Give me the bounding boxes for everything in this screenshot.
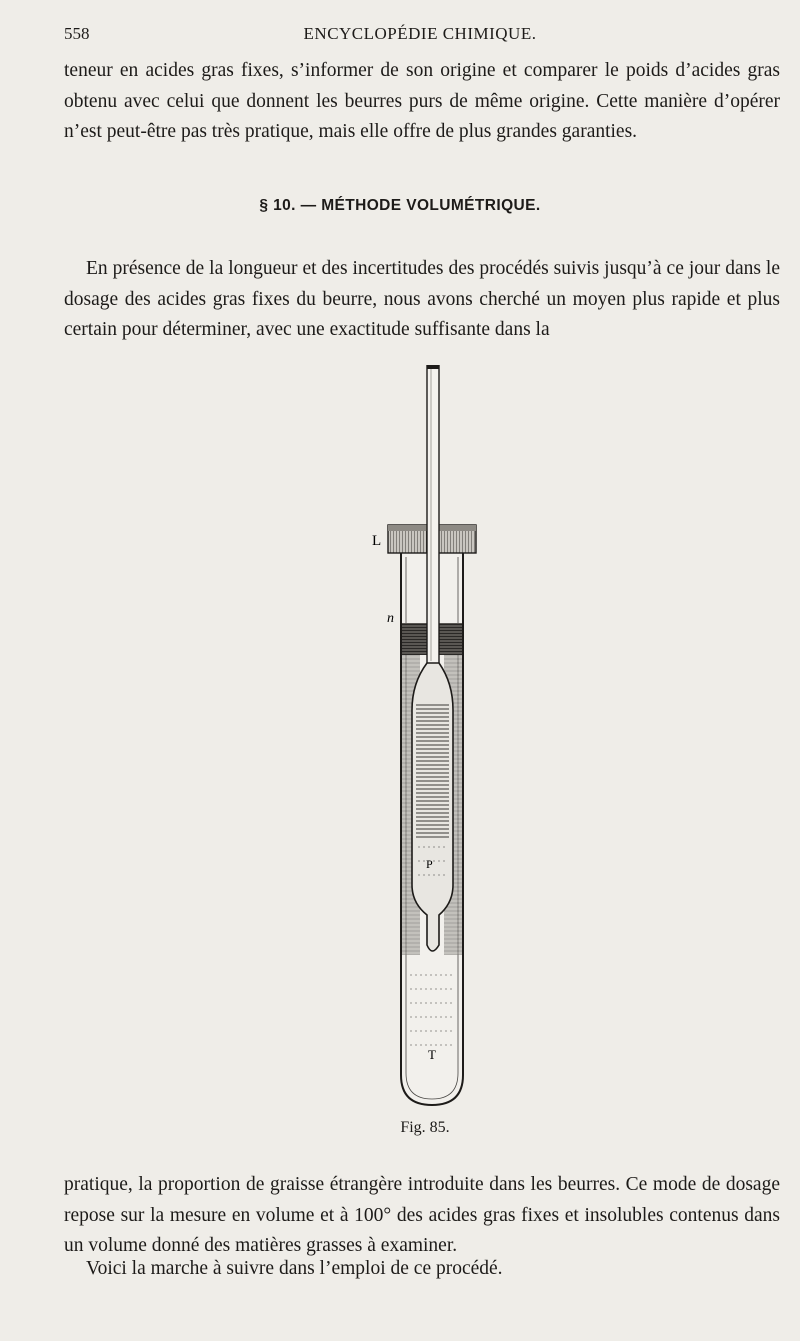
section-heading: § 10. — MÉTHODE VOLUMÉTRIQUE. [259,197,541,214]
label-P: P [426,857,433,871]
paragraph-practice: pratique, la proportion de graisse étrangère introduite dans les beurres. Ce mode de dosage repose sur la mesure en volume et à 100° des acides gras fixes et insolubles contenus dans un volume donné des matières grasses à examiner. [64,1174,780,1256]
label-L: L [372,533,382,549]
paragraph-procedure: Voici la marche à suivre dans l’emploi de ce procédé. [86,1258,503,1279]
inner-stem [427,365,439,665]
label-T: T [428,1047,436,1062]
paragraph-method: En présence de la longueur et des incertitudes des procédés suivis jusqu’à ce jour dans le dosage des acides gras fixes du beurre, nous avons cherché un moyen plus rapide et plus certain pour déterminer, avec une exactitude suffisante dans la [64,258,780,340]
page-header [64,24,776,48]
label-n: n [387,611,394,626]
apparatus-figure [360,365,500,1113]
running-title: ENCYCLOPÉDIE CHIMIQUE. [303,24,537,43]
figure-caption: Fig. 85. [400,1119,450,1136]
page-number: 558 [64,24,90,43]
paragraph-intro: teneur en acides gras fixes, s’informer de son origine et comparer le poids d’acides gras obtenu avec celui que donnent les beurres purs de même origine. Cette manière d’opérer n’est peut-être pas très pratique, mais elle offre de plus grandes garanties. [64,60,780,142]
